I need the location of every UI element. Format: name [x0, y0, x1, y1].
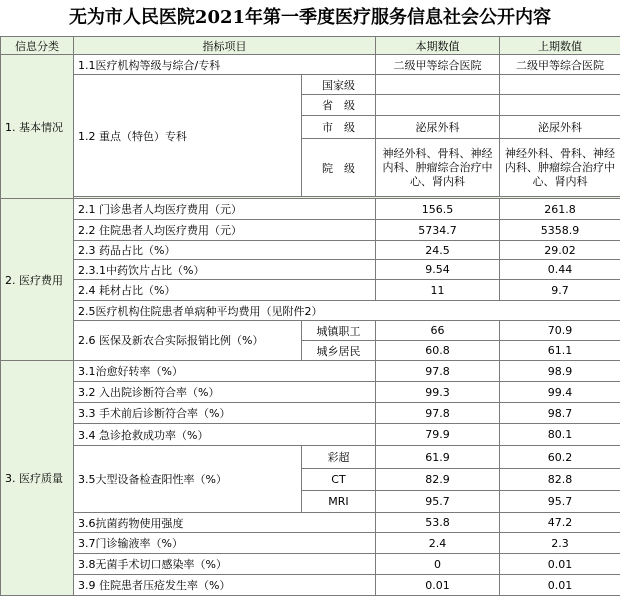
row-previous: 95.7 [500, 491, 620, 513]
row-current: 97.8 [376, 361, 500, 382]
row-previous: 80.1 [500, 424, 620, 446]
row-label: 3.1治愈好转率（%） [74, 361, 376, 382]
row-label: 3.5大型设备检查阳性率（%） [74, 446, 302, 513]
level-name: 国家级 [302, 75, 376, 95]
row-label: 3.2 入出院诊断符合率（%） [74, 382, 376, 403]
row-current: 9.54 [376, 260, 500, 280]
row-previous: 2.3 [500, 533, 620, 554]
row-current [376, 95, 500, 116]
table-row [1, 55, 620, 75]
table-row [1, 361, 620, 382]
table-row [1, 75, 620, 95]
table-row [1, 260, 620, 280]
row-current: 79.9 [376, 424, 500, 446]
table-row [1, 424, 620, 446]
row-label: 2.3 药品占比（%） [74, 241, 376, 260]
table-row [1, 301, 620, 321]
item-name: 城乡居民 [302, 341, 376, 361]
row-current: 82.9 [376, 469, 500, 491]
row-label: 3.3 手术前后诊断符合率（%） [74, 403, 376, 424]
row-previous: 47.2 [500, 513, 620, 533]
row-previous [500, 95, 620, 116]
row-current: 24.5 [376, 241, 500, 260]
table-row [1, 533, 620, 554]
row-previous: 5358.9 [500, 220, 620, 241]
row-label: 3.7门诊输液率（%） [74, 533, 376, 554]
table-row [1, 513, 620, 533]
section-quality: 3. 医疗质量 [1, 361, 74, 596]
row-label: 3.8无菌手术切口感染率（%） [74, 554, 376, 575]
item-name: 城镇职工 [302, 321, 376, 341]
section-basic: 1. 基本情况 [1, 55, 74, 199]
header-row [1, 37, 620, 55]
row-previous: 0.01 [500, 554, 620, 575]
row-label: 2.5医疗机构住院患者单病种平均费用（见附件2） [74, 301, 620, 321]
table-row [1, 199, 620, 220]
table-row [1, 403, 620, 424]
row-previous: 98.9 [500, 361, 620, 382]
row-current: 2.4 [376, 533, 500, 554]
header-previous: 上期数值 [500, 37, 620, 55]
table-row [1, 575, 620, 596]
item-name: CT [302, 469, 376, 491]
row-label: 3.6抗菌药物使用强度 [74, 513, 376, 533]
row-label: 3.4 急诊抢救成功率（%） [74, 424, 376, 446]
row-current: 95.7 [376, 491, 500, 513]
row-current: 53.8 [376, 513, 500, 533]
row-current: 泌尿外科 [376, 116, 500, 139]
row-label: 1.1医疗机构等级与综合/专科 [74, 55, 376, 75]
row-current: 66 [376, 321, 500, 341]
row-label: 2.3.1中药饮片占比（%） [74, 260, 376, 280]
level-name: 院 级 [302, 139, 376, 197]
row-previous: 神经外科、骨科、神经内科、肿瘤综合治疗中心、肾内科 [500, 139, 620, 197]
row-current: 0 [376, 554, 500, 575]
row-previous: 60.2 [500, 446, 620, 469]
table-row [1, 321, 620, 341]
item-name: MRI [302, 491, 376, 513]
row-previous: 9.7 [500, 280, 620, 301]
row-label: 2.1 门诊患者人均医疗费用（元） [74, 199, 376, 220]
table-row [1, 220, 620, 241]
table-row [1, 554, 620, 575]
row-current: 二级甲等综合医院 [376, 55, 500, 75]
item-name: 彩超 [302, 446, 376, 469]
row-previous: 二级甲等综合医院 [500, 55, 620, 75]
row-current: 5734.7 [376, 220, 500, 241]
row-previous: 泌尿外科 [500, 116, 620, 139]
row-previous: 0.01 [500, 575, 620, 596]
row-previous: 82.8 [500, 469, 620, 491]
row-previous: 261.8 [500, 199, 620, 220]
table-row [1, 446, 620, 469]
header-indicator: 指标项目 [74, 37, 376, 55]
level-name: 市 级 [302, 116, 376, 139]
row-current [376, 75, 500, 95]
row-current: 11 [376, 280, 500, 301]
row-label: 3.9 住院患者压疮发生率（%） [74, 575, 376, 596]
row-label: 1.2 重点（特色）专科 [74, 75, 302, 197]
table-row [1, 280, 620, 301]
row-current: 99.3 [376, 382, 500, 403]
row-previous: 0.44 [500, 260, 620, 280]
level-name: 省 级 [302, 95, 376, 116]
row-previous: 98.7 [500, 403, 620, 424]
row-previous: 29.02 [500, 241, 620, 260]
row-label: 2.6 医保及新农合实际报销比例（%） [74, 321, 302, 361]
row-previous: 61.1 [500, 341, 620, 361]
row-current: 神经外科、骨科、神经内科、肿瘤综合治疗中心、肾内科 [376, 139, 500, 197]
header-current: 本期数值 [376, 37, 500, 55]
info-table [0, 36, 620, 596]
row-current: 0.01 [376, 575, 500, 596]
row-label: 2.2 住院患者人均医疗费用（元） [74, 220, 376, 241]
row-previous: 99.4 [500, 382, 620, 403]
table-row [1, 241, 620, 260]
section-fees: 2. 医疗费用 [1, 199, 74, 361]
row-previous: 70.9 [500, 321, 620, 341]
row-current: 61.9 [376, 446, 500, 469]
header-category: 信息分类 [1, 37, 74, 55]
row-previous [500, 75, 620, 95]
page-title: 无为市人民医院2021年第一季度医疗服务信息社会公开内容 [0, 0, 620, 36]
row-current: 60.8 [376, 341, 500, 361]
row-current: 97.8 [376, 403, 500, 424]
table-row [1, 382, 620, 403]
row-current: 156.5 [376, 199, 500, 220]
row-label: 2.4 耗材占比（%） [74, 280, 376, 301]
